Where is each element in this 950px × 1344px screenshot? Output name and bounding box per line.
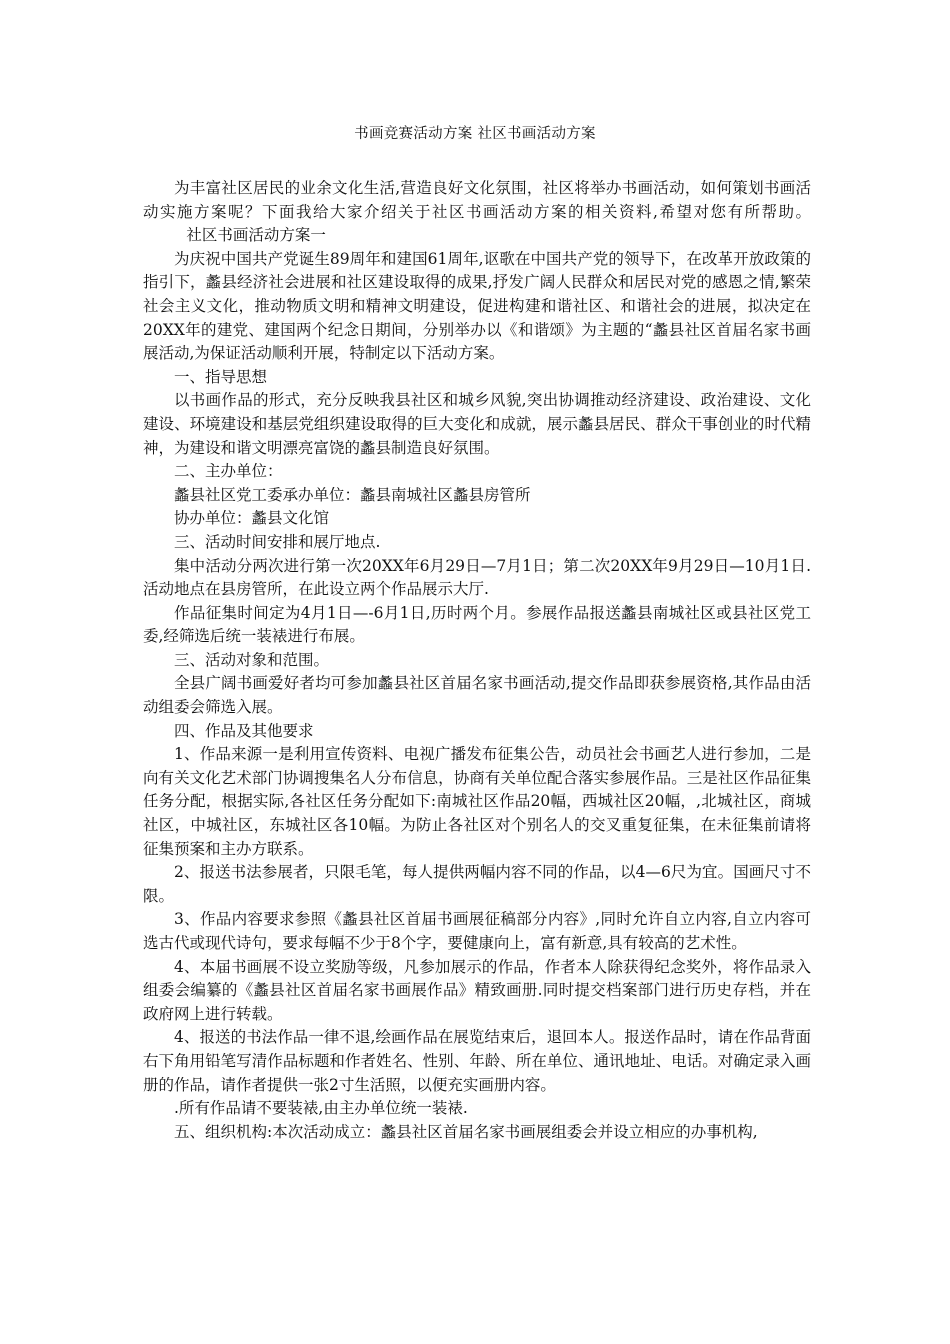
- body-paragraph: 1、作品来源一是利用宣传资料、电视广播发布征集公告，动员社会书画艺人进行参加，二是向有关文化艺术部门协调搜集名人分布信息，协商有关单位配合落实参展作品。三是社区作品征集任务分配，根据实际,各社区任务分配如下:南城社区作品20幅，西城社区20幅，,北城社区，商城社区，中城社区，东城社区各10幅。为防止各社区对个别名人的交叉重复征集，在未征集前请将征集预案和主办方联系。: [143, 745, 811, 858]
- body-paragraph: 4、报送的书法作品一律不退,绘画作品在展览结束后，退回本人。报送作品时，请在作品背面右下角用铅笔写清作品标题和作者姓名、性别、年龄、所在单位、通讯地址、电话。对确定录入画册的作品，请作者提供一张2寸生活照，以便充实画册内容。: [143, 1028, 811, 1094]
- body-paragraph: .所有作品请不要装裱,由主办单位统一装裱.: [174, 1099, 468, 1118]
- document-title: 书画竞赛活动方案 社区书画活动方案: [354, 126, 596, 142]
- body-paragraph: 五、组织机构:本次活动成立：蠡县社区首届名家书画展组委会并设立相应的办事机构,: [174, 1122, 758, 1141]
- body-paragraph: 一、指导思想: [174, 367, 268, 386]
- intro-paragraph: [143, 177, 811, 248]
- section-heading: 社区书画活动方案一: [186, 226, 326, 245]
- document-body: [143, 177, 811, 1144]
- body-paragraph: 全县广阔书画爱好者均可参加蠡县社区首届名家书画活动,提交作品即获参展资格,其作品由活动组委会筛选入展。: [143, 674, 811, 717]
- body-paragraph: 三、活动时间安排和展厅地点.: [174, 532, 381, 551]
- body-paragraph: 作品征集时间定为4月1日—-6月1日,历时两个月。参展作品报送蠡县南城社区或县社区党工委,经筛选后统一装裱进行布展。: [143, 603, 811, 646]
- intro-text: 为丰富社区居民的业余文化生活,营造良好文化氛围，社区将举办书画活动，如何策划书画活动实施方案呢？下面我给大家介绍关于社区书画活动方案的相关资料,希望对您有所帮助。: [143, 179, 811, 221]
- body-paragraph: 4、本届书画展不设立奖励等级，凡参加展示的作品，作者本人除获得纪念奖外，将作品录入组委会编纂的《蠡县社区首届名家书画展作品》精致画册.同时提交档案部门进行历史存档，并在政府网上进行转载。: [143, 957, 811, 1023]
- body-paragraph: 为庆祝中国共产党诞生89周年和建国61周年,讴歌在中国共产党的领导下，在改革开放政策的指引下，蠡县经济社会进展和社区建设取得的成果,抒发广阔人民群众和居民对党的感恩之情,繁荣社会主义文化，推动物质文明和精神文明建设，促进构建和谐社区、和谐社会的进展，拟决定在20XX年的建党、建国两个纪念日期间，分别举办以《和谐颂》为主题的“蠡县社区首届名家书画展活动,为保证活动顺利开展，特制定以下活动方案。: [143, 249, 811, 363]
- body-paragraph: 协办单位：蠡县文化馆: [174, 509, 330, 528]
- body-paragraph: 集中活动分两次进行第一次20XX年6月29日—7月1日；第二次20XX年9月29日—10月1日.活动地点在县房管所，在此设立两个作品展示大厅.: [143, 556, 811, 599]
- body-paragraph: 四、作品及其他要求: [174, 721, 314, 740]
- body-paragraph: 3、作品内容要求参照《蠡县社区首届书画展征稿部分内容》,同时允许自立内容,自立内容可选古代或现代诗句，要求每幅不少于8个字，要健康向上，富有新意,具有较高的艺术性。: [143, 910, 811, 952]
- body-paragraph: 三、活动对象和范围。: [174, 650, 330, 669]
- body-paragraph: 以书画作品的形式，充分反映我县社区和城乡风貌,突出协调推动经济建设、政治建设、文化建设、环境建设和基层党组织建设取得的巨大变化和成就，展示蠡县居民、群众干事创业的时代精神，为建设和谐文明漂亮富饶的蠡县制造良好氛围。: [143, 391, 811, 457]
- body-paragraph: 2、报送书法参展者，只限毛笔，每人提供两幅内容不同的作品，以4—6尺为宜。国画尺寸不限。: [143, 863, 811, 905]
- body-paragraph: 二、主办单位：: [174, 462, 283, 481]
- body-paragraph: 蠡县社区党工委承办单位：蠡县南城社区蠡县房管所: [174, 485, 531, 504]
- paragraph-list: [143, 248, 811, 1145]
